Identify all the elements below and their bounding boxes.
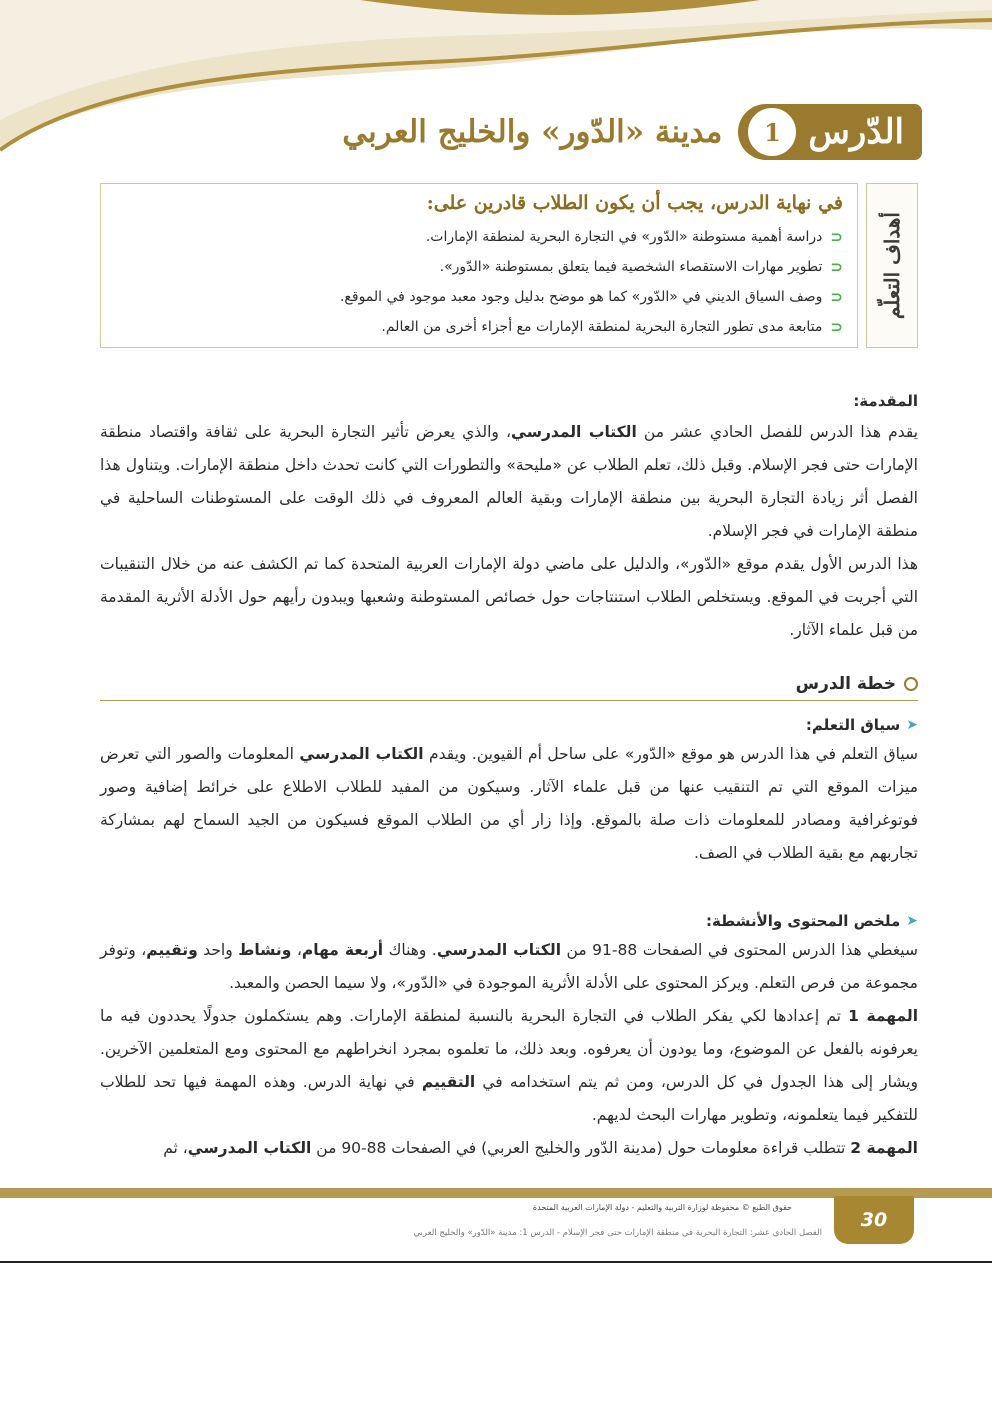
bullet-icon: ⊂ [830,228,843,246]
objectives-side-label: أهداف التعلّم [866,183,918,348]
copyright-text: حقوق الطبع © محفوظة لوزارة التربية والتعليم - دولة الإمارات العربية المتحدة [532,1203,792,1212]
list-item: ⊂ وصف السياق الديني في «الدّور» كما هو موضح بدليل وجود معبد موجود في الموقع. [115,282,843,312]
lesson-header [342,104,922,160]
intro-paragraph-1: يقدم هذا الدرس للفصل الحادي عشر من الكتاب المدرسي، والذي يعرض تأثير التجارة البحرية على ثقافة واقتصاد منطقة الإمارات حتى فجر الإسلام. وقبل ذلك، تعلم الطلاب عن «مليحة» والتطورات التي كانت تحدث داخل منطقة الإمارات. ويتناول هذا الفصل أثر زيادة التجارة البحرية بين منطقة الإمارات وبقية العالم المعروف في ذلك الوقت على المستوطنات الساحلية في منطقة الإمارات في فجر الإسلام. [100,423,919,540]
summary-paragraph: سيغطي هذا الدرس المحتوى في الصفحات 88-91 من الكتاب المدرسي. وهناك أربعة مهام، ونشاط واحد وتقييم، وتوفر مجموعة من فرص التعلم. ويركز المحتوى على الأدلة الأثرية الموجودة في «الدّور»، ولا سيما الحصن والمعبد. [100,941,918,992]
context-heading: ➤ سياق التعلم: [805,716,918,734]
task-1-paragraph: المهمة 1 تم إعدادها لكي يفكر الطلاب في التجارة البحرية بالنسبة لمنطقة الإمارات. وهم يستكملون جدولًا يحددون فيه ما يعرفونه بالفعل عن الموضوع، وما يودون أن يعرفوه. وبعد ذلك، ما تعلموه بمجرد انخراطهم مع المحتوى ومع المتعلمين الآخرين. ويشار إلى هذا الجدول في كل الدرس، ومن ثم يتم استخدامه في التقييم في نهاية الدرس. وهذه المهمة فيها تحد للطلاب للتفكير فيما يتعلمونه، وتطوير مهارات البحث لديهم. [100,1007,919,1124]
bullet-icon: ⊂ [830,258,843,276]
page-number: 30 [834,1196,914,1244]
learning-objectives-box [100,183,918,348]
list-item: ⊂ دراسة أهمية مستوطنة «الدّور» في التجارة البحرية لمنطقة الإمارات. [115,222,843,252]
lesson-label: الدّرس [808,112,904,152]
arrow-icon: ➤ [906,913,918,929]
context-paragraph: سياق التعلم في هذا الدرس هو موقع «الدّور» على ساحل أم القيوين. ويقدم الكتاب المدرسي المعلومات والصور التي تعرض ميزات الموقع التي تم التنقيب عنها من قبل علماء الآثار. وسيكون من المفيد للطلاب الاطلاع على خرائط إضافية وصور فوتوغرافية ومصادر للمعلومات ذات صلة بالموقع. وإذا زار أي من الطلاب الموقع فسيكون من الجيد السماح لهم بمشاركة تجاربهم مع بقية الطلاب في الصف. [100,745,919,862]
circle-bullet-icon [904,677,918,691]
summary-heading: ➤ ملخص المحتوى والأنشطة: [705,912,918,930]
intro-paragraph-2: هذا الدرس الأول يقدم موقع «الدّور»، والدليل على ماضي دولة الإمارات العربية المتحدة كما تم الكشف عنه من خلال التنقيبات التي أجريت في الموقع. ويستخلص الطلاب استنتاجات حول خصائص المستوطنة وشعبها ويبدون رأيهم حول الأدلة الأثرية المقدمة من قبل علماء الآثار. [100,555,918,639]
content-summary-section [100,912,918,1165]
task-2-paragraph: المهمة 2 تتطلب قراءة معلومات حول (مدينة الدّور والخليج العربي) في الصفحات 88-90 من الكتاب المدرسي، ثم [163,1139,918,1157]
footer-breadcrumb: الفصل الحادي عشر: التجارة البحرية في منطقة الإمارات حتى فجر الإسلام - الدرس 1: مدينة «الدّور» والخليج العربي [413,1228,822,1238]
lesson-number: 1 [748,108,796,156]
arrow-icon: ➤ [906,717,918,733]
list-item: ⊂ متابعة مدى تطور التجارة البحرية لمنطقة الإمارات مع أجزاء أخرى من العالم. [115,312,843,342]
objectives-content [100,183,858,348]
introduction-section [100,392,918,647]
intro-heading: المقدمة: [853,392,918,410]
lesson-title: مدينة «الدّور» والخليج العربي [342,114,723,150]
learning-context-section [100,716,918,870]
page-bottom-divider [0,1261,992,1263]
lesson-plan-heading: خطة الدرس [100,668,918,701]
lesson-badge [738,104,922,160]
bullet-icon: ⊂ [830,318,843,336]
objectives-list [115,222,843,342]
bullet-icon: ⊂ [830,288,843,306]
objectives-intro: في نهاية الدرس، يجب أن يكون الطلاب قادرين على: [426,192,843,214]
list-item: ⊂ تطوير مهارات الاستقصاء الشخصية فيما يتعلق بمستوطنة «الدّور». [115,252,843,282]
